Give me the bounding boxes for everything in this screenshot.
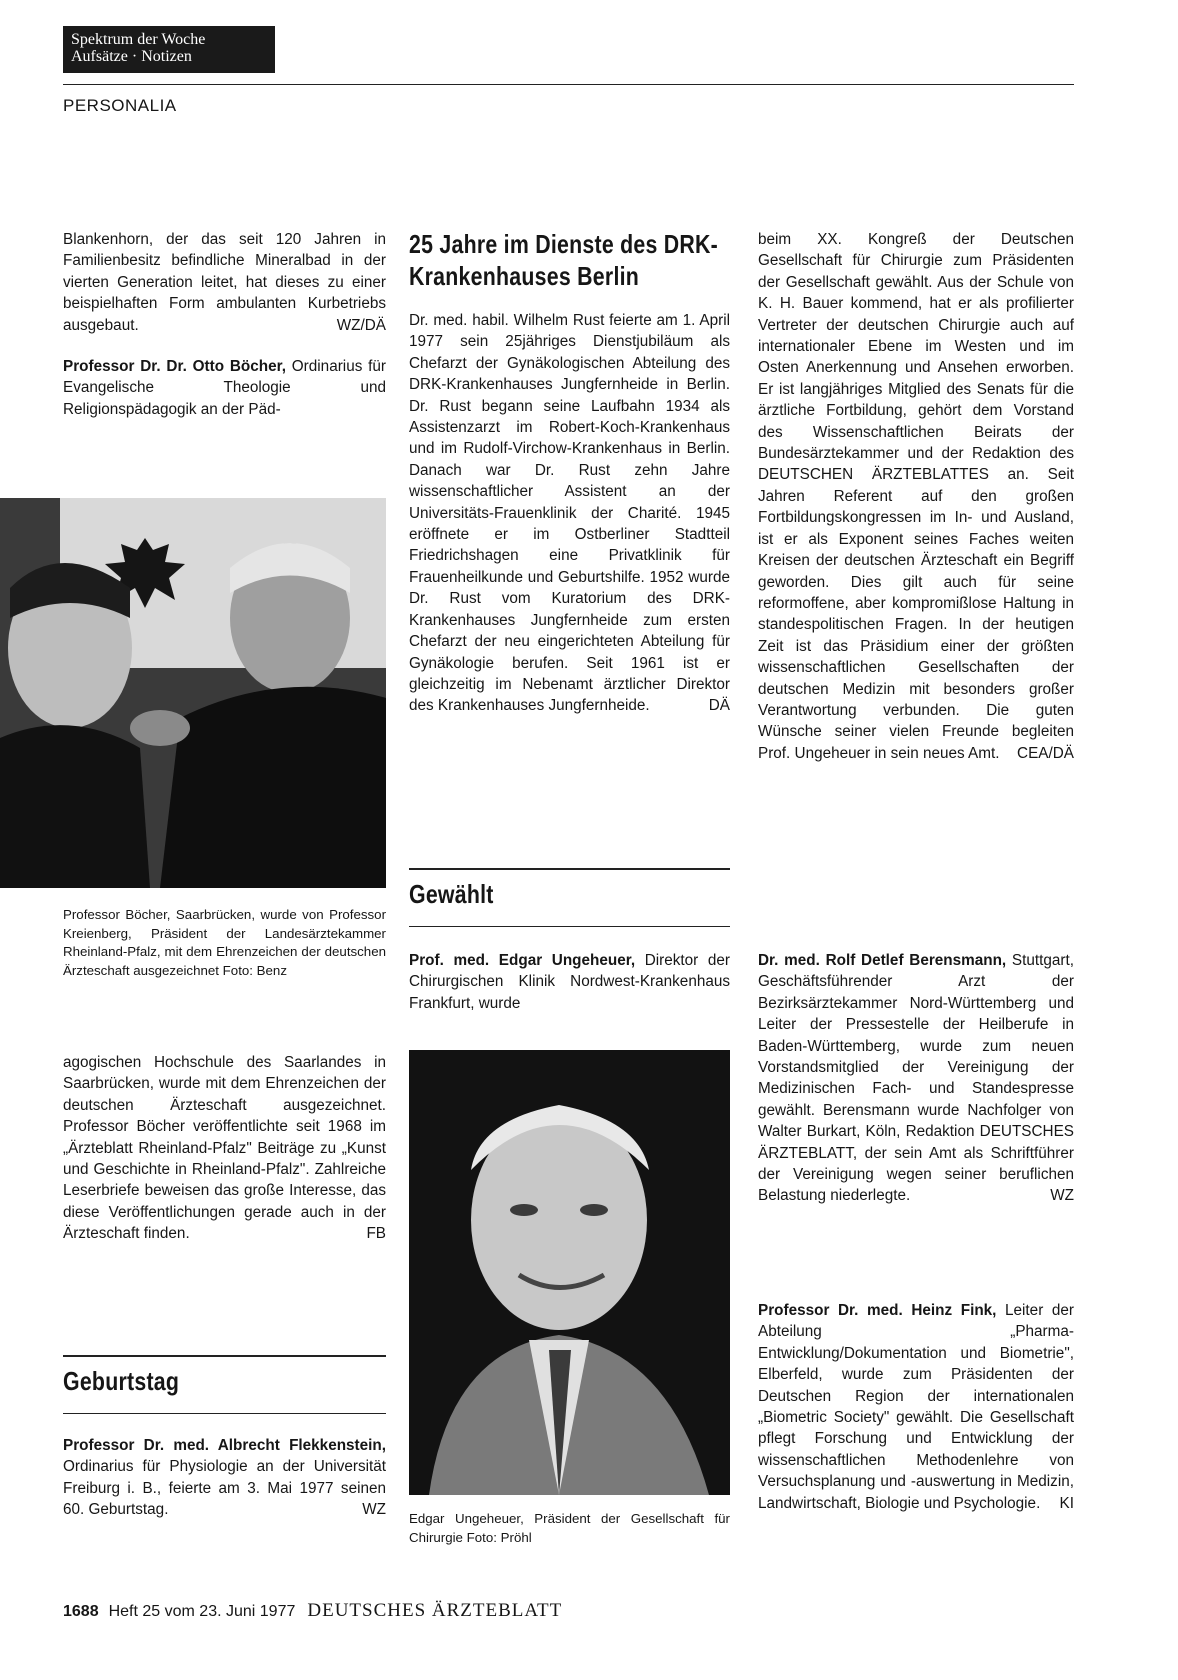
col1-geburtstag-text [63, 1435, 386, 1521]
geburtstag-heading-wrap [63, 1365, 386, 1397]
gewaehlt-heading-wrap [409, 878, 730, 910]
gewaehlt-rule-top [409, 868, 730, 870]
col1-p1-text: Blankenhorn, der das seit 120 Jahren in Familienbesitz befindliche Mineralbad in der vierten Generation leitet, hat dieses zu einer beispielhaften Form ambulanten Kurbetriebs ausgebaut. [63, 231, 386, 334]
caption-boecher-credit: Foto: Benz [222, 962, 287, 978]
col2-p1-signature: DÄ [708, 697, 730, 715]
col1-text-bottom [63, 1052, 386, 1245]
col3-p2-signature: WZ [1050, 1187, 1074, 1205]
header-line-1: Spektrum der Woche [71, 31, 206, 48]
col3-text-bottom [758, 1300, 1074, 1514]
col1-p2-name: Professor Dr. Dr. Otto Böcher, [63, 358, 286, 376]
col1-text-top [63, 229, 386, 420]
col3-text-top [758, 229, 1074, 764]
col3-p1-signature: CEA/DÄ [1017, 744, 1074, 762]
col3-paragraph-2 [758, 950, 1074, 1207]
col3-p3-text: Leiter der Abteilung „Pharma-Entwicklung/Dokumentation und Biometrie", Elberfeld, wurde zum Präsidenten der Deutschen Region der internationalen „Biometric Society" gewählt. Die Gesellschaft pflegt Forschung und Entwicklung der wissenschaftlichen Methodenlehre von Versuchsplanung und -auswertung in Medizin, Landwirtschaft, Biologie und Psychologie. [758, 1302, 1074, 1512]
col1-p2-text: Ordinarius für Evangelische Theologie und Religionspädagogik an der Päd- [63, 358, 387, 418]
col1-p3-text: agogischen Hochschule des Saarlandes in Saarbrücken, wurde mit dem Ehrenzeichen der deutschen Ärzteschaft ausgezeichnet. Professor Böcher veröffentlichte seit 1968 im „Ärzteblatt Rheinland-Pfalz" Beiträge zu „Kunst und Geschichte in Rheinland-Pfalz". Zahlreiche Leserbriefe beweisen das große Interesse, das diese Veröffentlichungen gerade auch in der Ärzteschaft finden. [63, 1054, 386, 1243]
header-rule [63, 84, 1074, 85]
caption-ungeheuer-credit: Foto: Pröhl [466, 1529, 532, 1545]
col2-p1-text: Dr. med. habil. Wilhelm Rust feierte am 1. April 1977 sein 25jähriges Dienstjubiläum als Chefarzt der Gynäkologischen Abteilung des DRK-Krankenhauses Jungfernheide in Berlin. Dr. Rust begann seine Laufbahn 1934 als Assistenzarzt im Robert-Koch-Krankenhaus und im Rudolf-Virchow-Krankenhaus in Berlin. Danach war Dr. Rust zehn Jahre wissenschaftlicher Assistent an der Universitäts-Frauenklinik der Charité. 1945 eröffnete er im Ostberliner Stadtteil Friedrichshagen eine Privatklinik für Frauenheilkunde und Geburtshilfe. 1952 wurde Dr. Rust vom Kuratorium des DRK-Krankenhauses Jungfernheide zum ersten Chefarzt der neu eingerichteten Abteilung für Gynäkologie berufen. Seit 1961 ist er gleichzeitig im Nebenamt ärztlicher Direktor des Krankenhauses Jungfernheide. [409, 312, 730, 715]
col1-paragraph-1 [63, 229, 386, 336]
col1-paragraph-3 [63, 1052, 386, 1245]
photo-ungeheuer [409, 1050, 730, 1495]
caption-boecher [63, 906, 386, 980]
col2-text-top [409, 310, 730, 717]
col3-paragraph-1 [758, 229, 1074, 764]
section-title: PERSONALIA [63, 96, 177, 115]
geburtstag-rule-bottom [63, 1413, 386, 1414]
gewaehlt-rule-bottom [409, 926, 730, 927]
caption-boecher-body: Professor Böcher, Saarbrücken, wurde von Professor Kreienberg, Präsident der Landesärztekammer Rheinland-Pfalz, mit dem Ehrenzeichen der deutschen Ärzteschaft ausgezeichnet [63, 907, 386, 978]
header-line-2: Aufsätze · Notizen [71, 48, 192, 65]
col1-paragraph-4 [63, 1435, 386, 1521]
col3-p2-name: Dr. med. Rolf Detlef Berensmann, [758, 952, 1007, 969]
caption-ungeheuer-body: Edgar Ungeheuer, Präsident der Gesellschaft für Chirurgie [409, 1511, 730, 1545]
col3-text-mid [758, 950, 1074, 1207]
col2-p2-name: Prof. med. Edgar Ungeheuer, [409, 952, 636, 969]
col3-p3-signature: KI [1059, 1494, 1074, 1512]
col2-paragraph-2 [409, 950, 730, 1014]
col3-paragraph-3 [758, 1300, 1074, 1514]
col3-p1-text: beim XX. Kongreß der Deutschen Gesellschaft für Chirurgie zum Präsidenten der Gesellschaft gewählt. Aus der Schule von K. H. Bauer kommend, hat er als profilierter Vertreter der deutschen Chirurgie auch auf internationaler Ebene im Westen und im Osten Anerkennung und Ansehen erworben. Er ist langjähriges Mitglied des Senats für die ärztliche Fortbildung, gehört dem Vorstand des Wissenschaftlichen Beirats der Bundesärztekammer und der Redaktion des DEUTSCHEN ÄRZTEBLATTES an. Seit Jahren Referent auf den großen Fortbildungskongressen im In- und Ausland, ist er als Exponent seines Faches weiten Kreisen der deutschen Ärzteschaft ein Begriff geworden. Dies gilt auch für seine reformoffene, aber kompromißlose Haltung in standespolitischen Fragen. In der heutigen Zeit ist das Präsidium einer der größten wissenschaftlichen Gesellschaften der deutschen Medizin mit besonders großer Verantwortung verbunden. Die guten Wünsche seiner vielen Freunde begleiten Prof. Ungeheuer in sein neues Amt. [758, 231, 1074, 762]
col2-paragraph-1 [409, 310, 730, 717]
magazine-name: DEUTSCHES ÄRZTEBLATT [307, 1600, 563, 1621]
photo-boecher [0, 498, 386, 888]
col1-paragraph-2 [63, 356, 386, 420]
caption-ungeheuer-text [409, 1510, 730, 1547]
page-footer [63, 1600, 562, 1622]
heading-jubilaeum: 25 Jahre im Dienste des DRK-Krankenhauses Berlin [409, 229, 719, 291]
heading-gewaehlt: Gewählt [409, 879, 494, 909]
col1-p4-text: Ordinarius für Physiologie an der Universität Freiburg i. B., feierte am 3. Mai 1977 seinen 60. Geburtstag. [63, 1458, 386, 1519]
col2-text-gewaehlt [409, 950, 730, 1014]
col1-p3-signature: FB [366, 1225, 386, 1243]
col2-heading-wrap [409, 228, 730, 292]
caption-boecher-text [63, 906, 386, 980]
caption-ungeheuer [409, 1510, 730, 1547]
col1-p4-name: Professor Dr. med. Albrecht Flekkenstein, [63, 1437, 386, 1454]
page-number: 1688 [63, 1603, 99, 1620]
issue-info: Heft 25 vom 23. Juni 1977 [108, 1603, 296, 1620]
col1-p4-signature: WZ [362, 1501, 386, 1519]
col2-p2-text: Direktor der Chirurgischen Klinik Nordwest-Krankenhaus Frankfurt, wurde [409, 952, 731, 1012]
section-header-box [63, 26, 275, 73]
col3-p2-text: Stuttgart, Geschäftsführender Arzt der Bezirksärztekammer Nord-Württemberg und Leiter der Pressestelle der Heilberufe in Baden-Württemberg, wurde zum neuen Vorstandsmitglied der Vereinigung der Medizinischen Fach- und Standespresse gewählt. Berensmann wurde Nachfolger von Walter Burkart, Köln, Redaktion DEUTSCHES ÄRZTEBLATT, der sein Amt als Schriftführer der Vereinigung wegen seiner beruflichen Belastung niederlegte. [758, 952, 1074, 1205]
photo-boecher-image [0, 498, 386, 888]
photo-ungeheuer-image [409, 1050, 730, 1495]
col3-p3-name: Professor Dr. med. Heinz Fink, [758, 1302, 997, 1319]
col1-p1-signature: WZ/DÄ [336, 316, 386, 334]
geburtstag-rule-top [63, 1355, 386, 1357]
heading-geburtstag: Geburtstag [63, 1366, 180, 1396]
